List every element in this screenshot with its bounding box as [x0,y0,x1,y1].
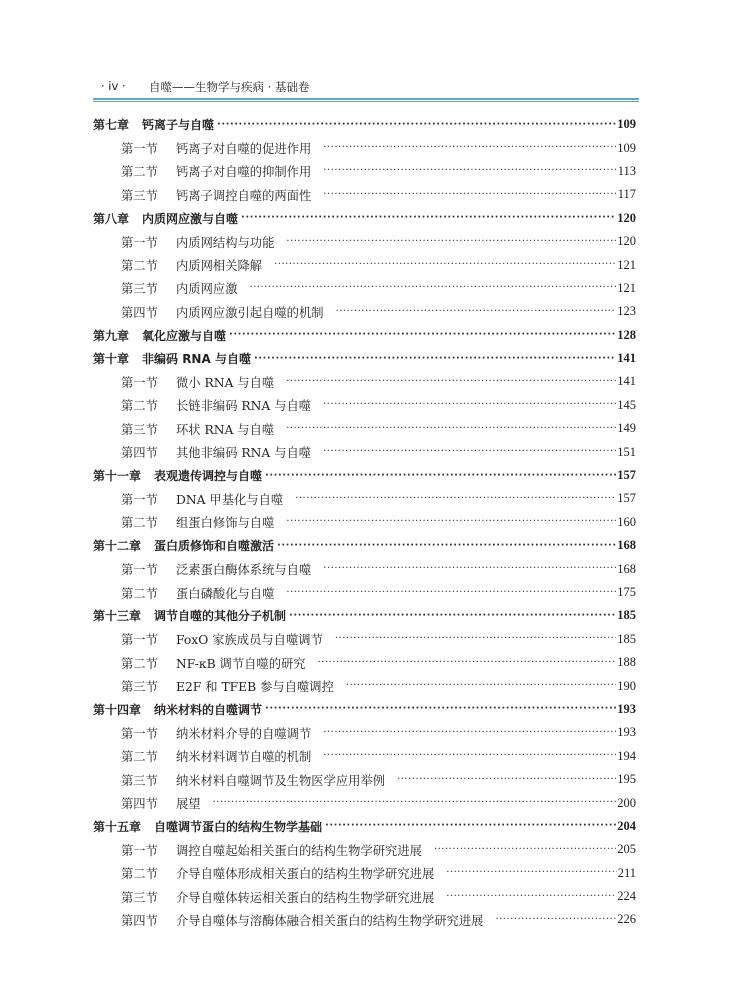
toc-chapter-row[interactable] [93,207,636,230]
dot-leader [397,773,616,787]
section-title: 组蛋白修饰与自噬 [176,516,275,531]
section-number: 第二节 [121,750,158,765]
dot-leader [325,819,616,833]
toc-section-row[interactable] [93,745,636,768]
page-number: 113 [617,163,636,178]
section-title: 调控自噬起始相关蛋白的结构生物学研究进展 [176,843,422,858]
page-number: 123 [617,304,636,319]
chapter-number: 第十四章 [93,702,142,717]
section-title: FoxO 家族成员与自噬调节 [176,633,323,648]
toc-section-row[interactable] [93,300,636,323]
section-number: 第一节 [121,492,158,507]
section-number: 第二节 [121,399,158,414]
toc-chapter-row[interactable] [93,464,636,487]
toc-section-row[interactable] [93,136,636,159]
section-number: 第四节 [121,797,158,812]
chapter-number: 第八章 [93,211,130,226]
section-number: 第一节 [121,843,158,858]
section-number: 第一节 [121,235,158,250]
page-number: 145 [617,397,636,412]
dot-leader [286,586,616,600]
dot-leader [265,469,616,483]
toc-section-row[interactable] [93,253,636,276]
page-number: 121 [617,280,636,295]
section-number: 第二节 [121,656,158,671]
page-number: 168 [617,538,636,553]
dot-leader [229,328,616,342]
chapter-number: 第十三章 [93,609,142,624]
dot-leader [323,164,616,178]
section-number: 第四节 [121,305,158,320]
dot-leader [213,796,617,810]
toc-chapter-row[interactable] [93,113,636,136]
toc-section-row[interactable] [93,440,636,463]
header-book-title: 自噬——生物学与疾病 · 基础卷 [149,80,310,94]
page-number: 195 [617,772,636,787]
section-title: 纳米材料自噬调节及生物医学应用举例 [176,773,386,788]
dot-leader [217,118,616,132]
section-title: 长链非编码 RNA 与自噬 [176,399,312,414]
dot-leader [346,679,616,693]
toc-section-row[interactable] [93,581,636,604]
chapter-title: 调节自噬的其他分子机制 [154,609,287,624]
toc-section-row[interactable] [93,417,636,440]
toc-chapter-row[interactable] [93,534,636,557]
section-number: 第一节 [121,142,158,157]
dot-leader [241,211,616,225]
toc-chapter-row[interactable] [93,604,636,627]
page-number: 204 [617,818,636,833]
section-number: 第二节 [121,516,158,531]
toc-section-row[interactable] [93,183,636,206]
dot-leader [323,749,616,763]
dot-leader [495,913,616,927]
page-number: 193 [617,725,636,740]
section-number: 第四节 [121,913,158,928]
toc-chapter-row[interactable] [93,815,636,838]
toc-chapter-row[interactable] [93,324,636,347]
page-number: 120 [617,210,636,225]
dot-leader [336,305,617,319]
dot-leader [335,632,616,646]
page-number: 224 [617,889,636,904]
dot-leader [265,702,616,716]
section-title: 内质网应激引起自噬的机制 [176,305,324,320]
page-number: 157 [617,468,636,483]
section-number: 第三节 [121,188,158,203]
section-title: 纳米材料介导的自噬调节 [176,726,312,741]
chapter-title: 氧化应激与自噬 [142,328,227,343]
section-number: 第二节 [121,867,158,882]
page-number: 185 [617,608,636,623]
section-title: 内质网结构与功能 [176,235,275,250]
dot-leader [323,445,616,459]
page-number: 168 [617,561,636,576]
chapter-number: 第九章 [93,328,130,343]
section-title: 蛋白磷酸化与自噬 [176,586,275,601]
section-number: 第一节 [121,563,158,578]
page-number: 157 [617,491,636,506]
dot-leader [434,843,616,857]
header-rule-thick [93,98,639,100]
page-number: 141 [617,374,636,389]
toc-section-row[interactable] [93,511,636,534]
toc-section-row[interactable] [93,651,636,674]
dot-leader [286,422,616,436]
chapter-title: 自噬调节蛋白的结构生物学基础 [154,819,323,834]
dot-leader [274,258,616,272]
page-number: 141 [617,351,636,366]
chapter-number: 第十一章 [93,469,142,484]
page-number: 109 [617,117,636,132]
section-number: 第二节 [121,259,158,274]
toc-section-row[interactable] [93,628,636,651]
section-title: DNA 甲基化与自噬 [176,492,284,507]
section-title: 介导自噬体与溶酶体融合相关蛋白的结构生物学研究进展 [176,913,484,928]
chapter-title: 纳米材料的自噬调节 [154,702,263,717]
section-number: 第二节 [121,586,158,601]
section-title: E2F 和 TFEB 参与自噬调控 [176,680,334,695]
section-title: 内质网应激 [176,282,238,297]
dot-leader [323,726,616,740]
section-number: 第三节 [121,422,158,437]
dot-leader [318,656,617,670]
section-title: 泛素蛋白酶体系统与自噬 [176,563,312,578]
header-rule-thin [93,101,639,102]
chapter-number: 第十二章 [93,539,142,554]
page-number: 149 [617,421,636,436]
section-title: 环状 RNA 与自噬 [176,422,275,437]
toc-section-row[interactable] [93,487,636,510]
page-number: 193 [617,701,636,716]
section-number: 第三节 [121,680,158,695]
section-number: 第二节 [121,165,158,180]
toc-section-row[interactable] [93,908,636,931]
section-number: 第三节 [121,890,158,905]
page-number: 211 [617,865,636,880]
dot-leader [277,539,616,553]
dot-leader [286,235,616,249]
toc-section-row[interactable] [93,277,636,300]
dot-leader [286,515,616,529]
toc-section-row[interactable] [93,862,636,885]
chapter-number: 第十章 [93,352,130,367]
toc-section-row[interactable] [93,557,636,580]
toc-section-row[interactable] [93,370,636,393]
toc-section-row[interactable] [93,768,636,791]
toc-section-row[interactable] [93,230,636,253]
section-title: 纳米材料调节自噬的机制 [176,750,312,765]
toc-section-row[interactable] [93,394,636,417]
page-number: 109 [617,140,636,155]
dot-leader [254,352,616,366]
page-number: 120 [617,234,636,249]
toc-section-row[interactable] [93,838,636,861]
dot-leader [286,375,616,389]
section-number: 第三节 [121,773,158,788]
page-number: 188 [617,655,636,670]
chapter-number: 第十五章 [93,819,142,834]
toc-section-row[interactable] [93,721,636,744]
section-title: 钙离子对自噬的抑制作用 [176,165,312,180]
page-number: 194 [617,748,636,763]
dot-leader [323,188,616,202]
dot-leader [295,492,616,506]
section-title: 内质网相关降解 [176,259,263,274]
section-number: 第一节 [121,726,158,741]
toc-section-row[interactable] [93,674,636,697]
section-title: 钙离子调控自噬的两面性 [176,188,312,203]
chapter-title: 钙离子与自噬 [142,118,215,133]
dot-leader [323,562,616,576]
page-number: 205 [617,842,636,857]
page-number: 160 [617,514,636,529]
section-title: 微小 RNA 与自噬 [176,375,275,390]
chapter-number: 第七章 [93,118,130,133]
page-number: 226 [617,912,636,927]
page-number: 121 [617,257,636,272]
page-number: 185 [617,631,636,646]
section-number: 第一节 [121,375,158,390]
section-title: 介导自噬体形成相关蛋白的结构生物学研究进展 [176,867,435,882]
dot-leader [323,398,616,412]
section-number: 第四节 [121,446,158,461]
dot-leader [250,281,617,295]
dot-leader [289,609,616,623]
section-number: 第三节 [121,282,158,297]
toc-chapter-row[interactable] [93,698,636,721]
running-header [93,79,639,93]
section-title: 展望 [176,797,201,812]
chapter-title: 非编码 RNA 与自噬 [142,352,251,367]
page-number: 200 [617,795,636,810]
toc-section-row[interactable] [93,791,636,814]
toc-section-row[interactable] [93,160,636,183]
toc-chapter-row[interactable] [93,347,636,370]
header-page-number: · iv · [101,79,126,93]
chapter-title: 蛋白质修饰和自噬激活 [154,539,275,554]
section-number: 第一节 [121,633,158,648]
page-number: 190 [617,678,636,693]
chapter-title: 表观遗传调控与自噬 [154,469,263,484]
dot-leader [446,890,616,904]
table-of-contents [93,113,636,932]
page-number: 175 [617,585,636,599]
dot-leader [446,866,616,880]
page-number: 117 [617,187,636,202]
dot-leader [323,141,616,155]
section-title: 钙离子对自噬的促进作用 [176,142,312,157]
page-number: 128 [617,327,636,342]
section-title: NF-κB 调节自噬的研究 [176,656,306,671]
page-number: 151 [617,444,636,459]
section-title: 介导自噬体转运相关蛋白的结构生物学研究进展 [176,890,435,905]
chapter-title: 内质网应激与自噬 [142,211,239,226]
toc-section-row[interactable] [93,885,636,908]
section-title: 其他非编码 RNA 与自噬 [176,446,312,461]
